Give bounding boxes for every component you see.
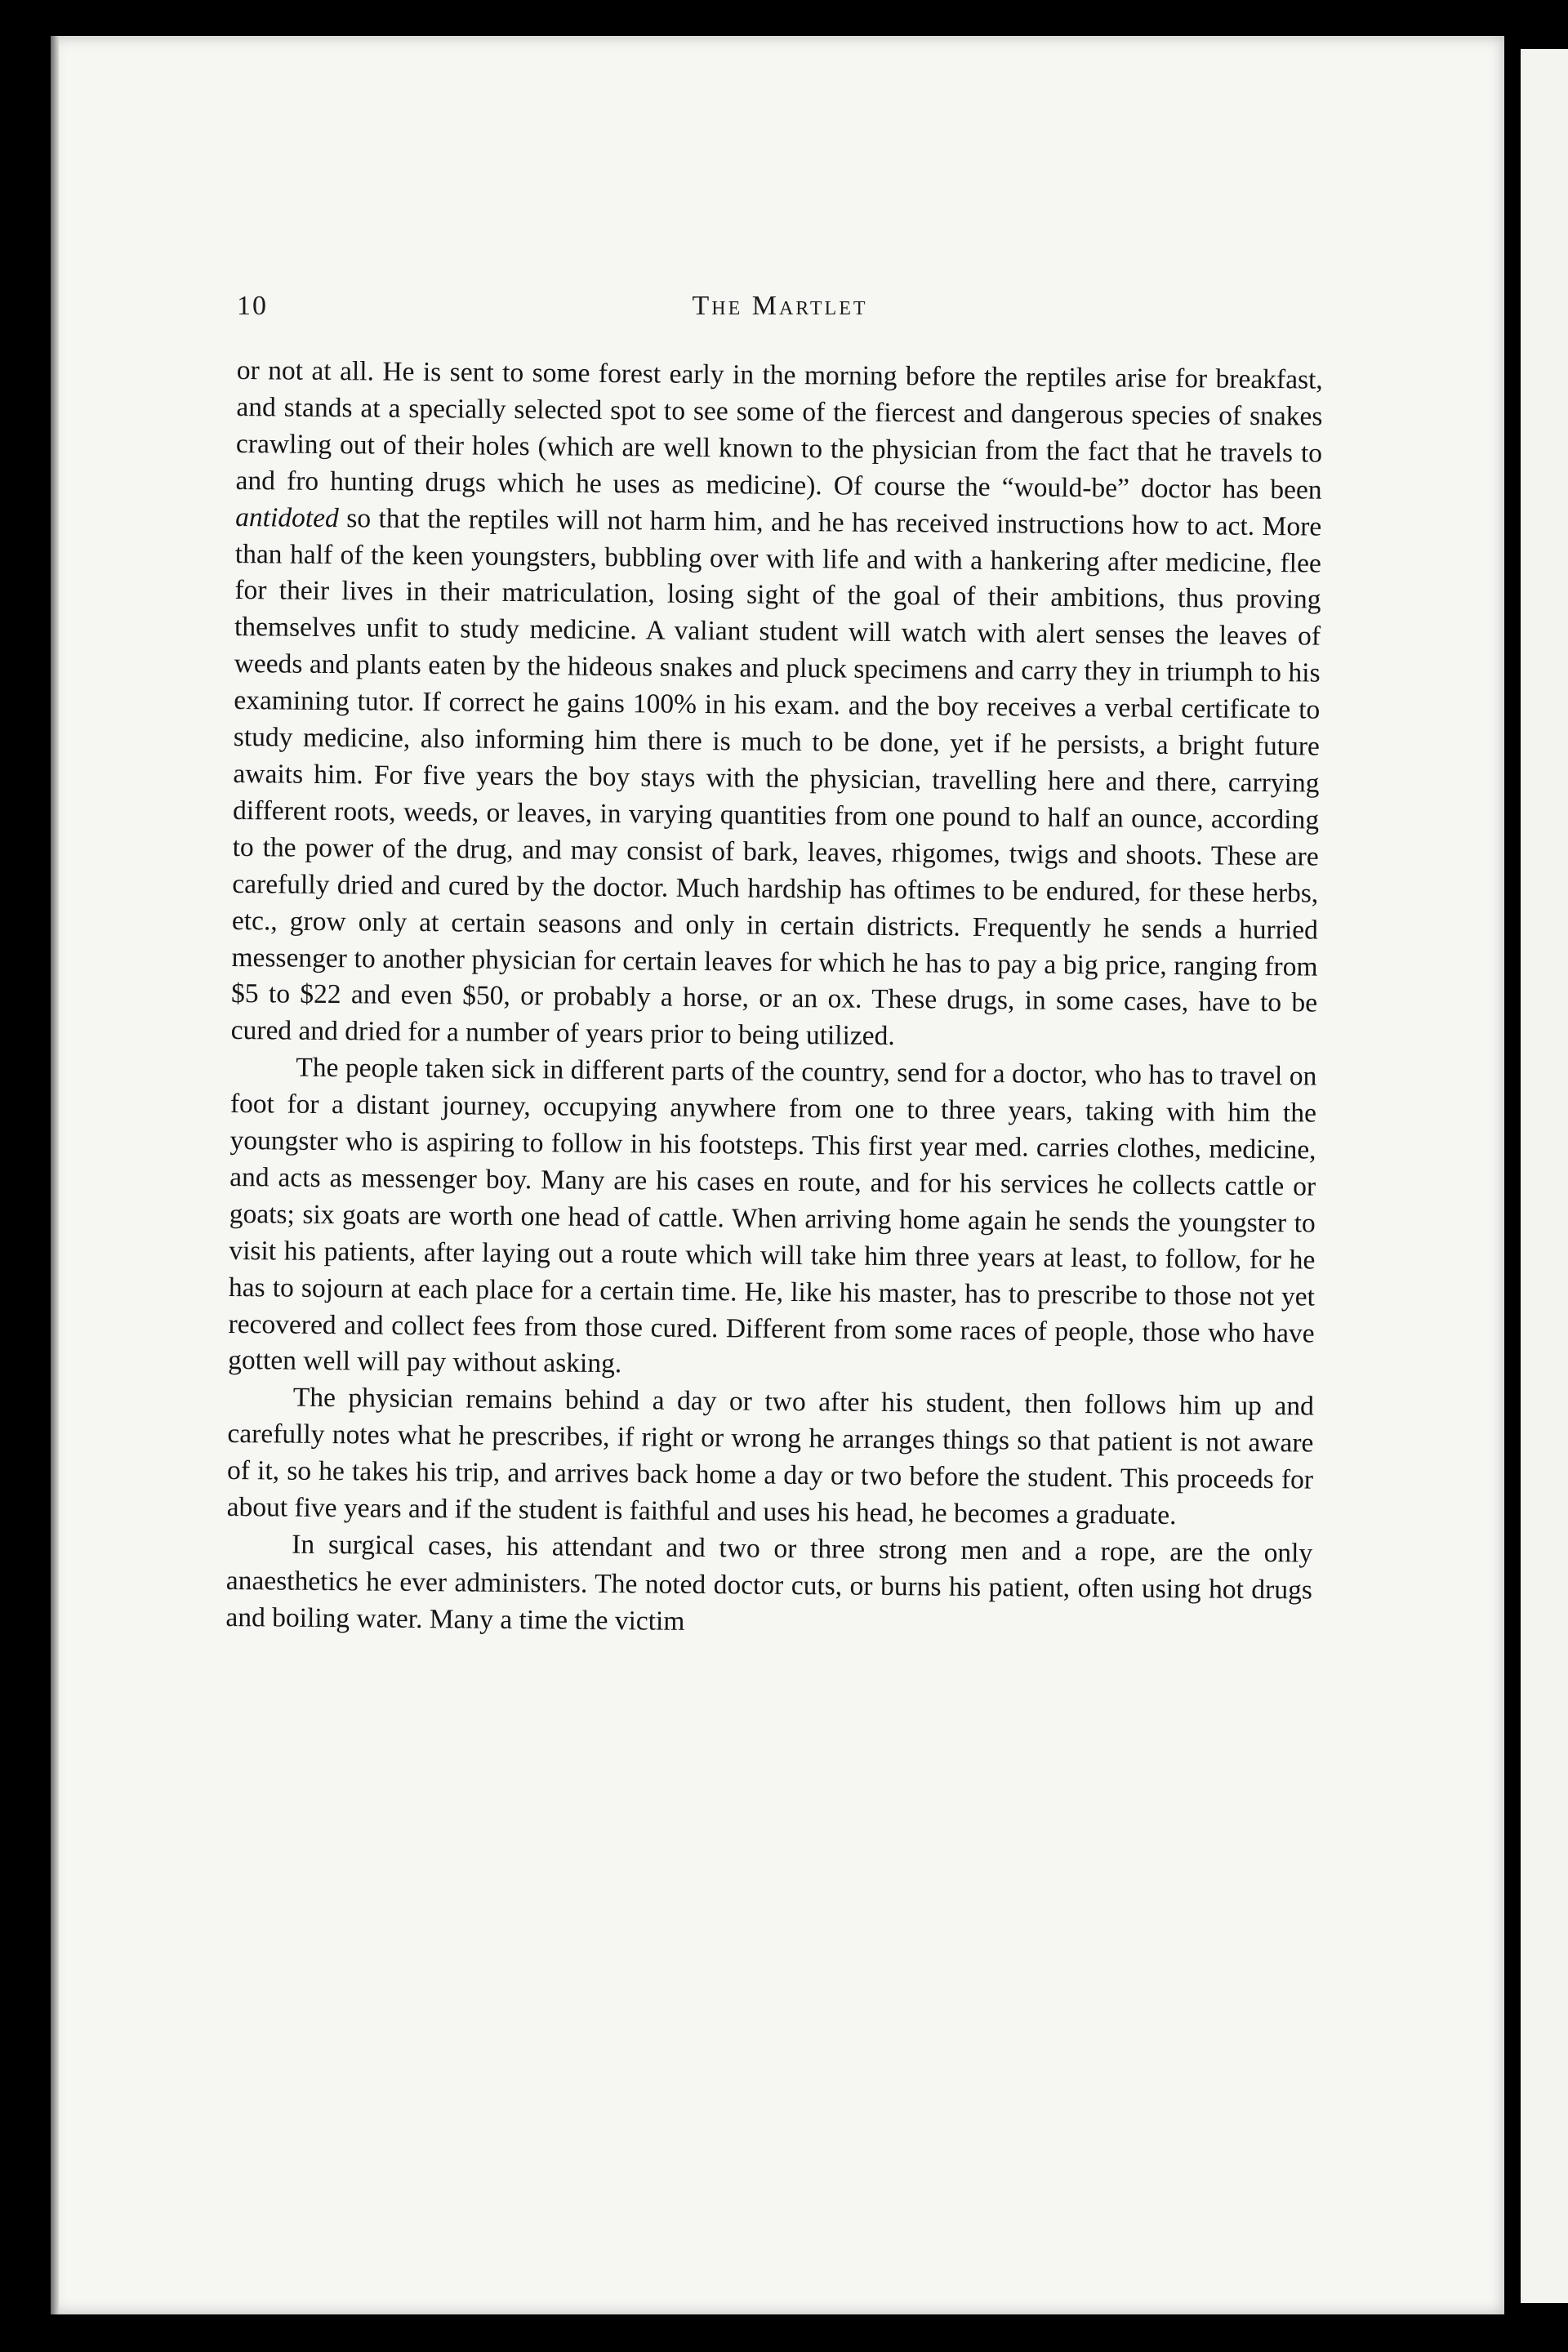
paragraph-3: The physician remains behind a day or two after his student, then follows him up and carefully notes what he prescribes, if right or wrong he arranges things so that patient is not aware of it, so he takes his trip, and arrives back home a day or two before the student. This proceeds for about five years and if the student is faithful and uses his head, he becomes a graduate. [226, 1383, 1314, 1531]
article-body [225, 353, 1323, 1646]
paragraph-1-part-2: so that the reptiles will not harm him, and he has received instructions how to act. More than half of the keen youngsters, bubbling over with life and with a hankering after medicine, flee for their lives in their matriculation, losing sight of the goal of their ambitions, thus proving themselves unfit to study medicine. A valiant student will watch with alert senses the leaves of weeds and plants eaten by the hideous snakes and pluck specimens and carry they in triumph to his examining tutor. If correct he gains 100% in his exam. and the boy receives a verbal certificate to study medicine, also informing him there is much to be done, yet if he persists, a bright future awaits him. For five years the boy stays with the physician, travelling here and there, carrying different roots, weeds, or leaves, in varying quantities from one pound to half an ounce, according to the power of the drug, and may consist of bark, leaves, rhigomes, twigs and shoots. These are carefully dried and cured by the doctor. Much hardship has oftimes to be endured, for these herbs, etc., grow only at certain seasons and only in certain districts. Frequently he sends a hurried messenger to another physician for certain leaves for which he has to pay a big price, ranging from $5 to $22 and even $50, or probably a horse, or an ox. These drugs, in some cases, have to be cured and dried for a number of years prior to being utilized. [230, 502, 1322, 1052]
running-header [237, 291, 1323, 332]
page-number: 10 [237, 291, 268, 321]
running-title: The Martlet [692, 291, 868, 321]
paragraph-2: The people taken sick in different parts of the country, send for a doctor, who has to travel on foot for a distant journey, occupying anywhere from one to three years, taking with him the youngster who is aspiring to follow in his footsteps. This first year med. carries clothes, medicine, and acts as messenger boy. Many are his cases en route, and for his services he collects cattle or goats; six goats are worth one head of cattle. When arriving home again he sends the youngster to visit his patients, after laying out a route which will take him three years at least, to follow, for he has to sojourn at each place for a certain time. He, like his master, has to prescribe to those not yet recovered and collect fees from those cured. Different from some races of people, those who have gotten well will pay without asking. [228, 1052, 1317, 1379]
paragraph-4: In surgical cases, his attendant and two or three strong men and a rope, are the only anaesthetics he ever administers. The noted doctor cuts, or burns his patient, often using hot drugs and boiling water. Many a time the victim [225, 1529, 1313, 1637]
paragraph-1-part-1: or not at all. He is sent to some forest early in the morning before the reptiles arise for breakfast, and stands at a specially selected spot to see some of the fiercest and dangerous species of snakes crawling out of their holes (which are well known to the physician from the fact that he travels to and fro hunting drugs which he uses as medicine). Of course the “would-be” doctor has been [235, 354, 1323, 506]
paragraph-1 [231, 353, 1323, 1059]
page-gutter-shadow [51, 36, 59, 2314]
italic-word-antidoted: antidoted [235, 501, 339, 533]
adjacent-page-edge [1521, 49, 1568, 2303]
